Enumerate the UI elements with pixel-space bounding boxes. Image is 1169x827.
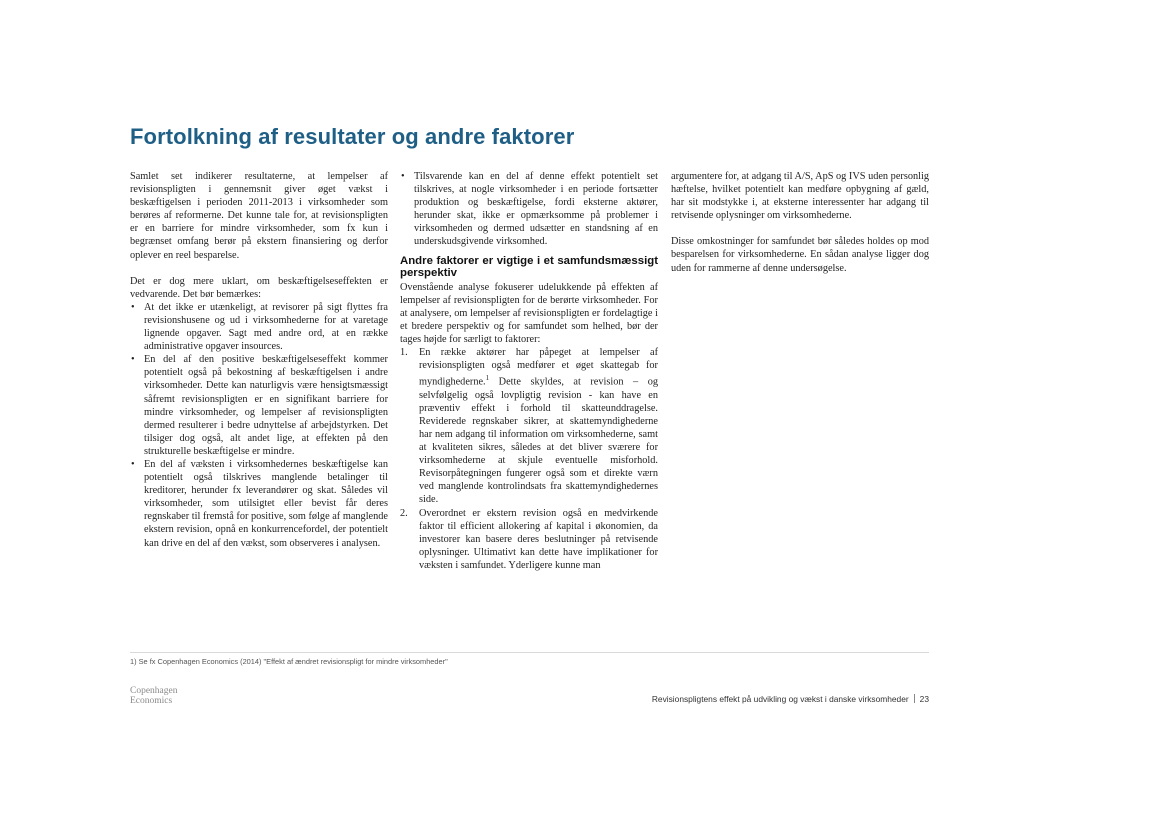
item-text: Overordnet er ekstern revision også en medvirkende faktor til efficient allokering af kapital i økonomien, da investorer kan basere deres beslutninger på retvisende oplysninger. Ultimativt kan dette have implikationer for væksten i samfundet. Yderligere kunne man (419, 507, 658, 571)
running-footer (652, 694, 929, 704)
factors-list (400, 346, 658, 572)
intro-paragraph: Samlet set indikerer resultaterne, at lempelser af revisionspligten i gennemsnit giver øget vækst i beskæftigelsen i perioden 2011-2013 i virksomheder som berøres af reformerne. Det kunne tale for, at revisionspligten er en barriere for mindre virksomheder, som fx kun i begrænset omfang berør på ekstern finansiering og derfor oplever en reel besparelse. (130, 171, 388, 261)
column-right (671, 170, 929, 275)
remarks-list (130, 301, 388, 550)
item-text: En række aktører har påpeget at lempelser af revisionspligten også medfører et øget skattegab for myndighederne. (419, 347, 658, 388)
section-heading: Andre faktorer er vigtige i et samfundsmæssigt perspektiv (400, 254, 658, 280)
running-title: Revisionspligtens effekt på udvikling og vækst i danske virksomheder (651, 694, 909, 704)
employment-paragraph: Det er dog mere uklart, om beskæftigelseseffekten er vedvarende. Det bør bemærkes: (130, 275, 388, 300)
column-left (130, 170, 388, 550)
continued-list (400, 170, 658, 249)
list-item: • En del af den positive beskæftigelseseffekt kommer potentielt også på bekostning af beskæftigelsen i andre virksomheder. Dette kan naturligvis være hensigtsmæssigt såfremt revisionspligten er en signifikant barriere for mindre virksomheder, og lempelser af revisionspligten dermed resulterer i bedre udnyttelse af arbejdstyrken. Det tilsiger dog også, alt andet lige, at effekten på den strukturelle beskæftigelse er mindre. (130, 353, 388, 458)
logo-line-1: Copenhagen (130, 686, 178, 696)
footnote: 1) Se fx Copenhagen Economics (2014) "Effekt af ændret revisionspligt for mindre virksomheder" (130, 657, 448, 666)
item-number: 2. (400, 507, 408, 519)
footnote-divider (130, 652, 929, 653)
page-title: Fortolkning af resultater og andre faktorer (130, 124, 575, 149)
conclusion-paragraph: Disse omkostninger for samfundet bør således holdes op mod besparelsen for virksomhederne. En sådan analyse ligger dog uden for rammerne af denne undersøgelse. (671, 236, 929, 274)
footer-separator (914, 694, 915, 703)
analysis-paragraph: Ovenstående analyse fokuserer udelukkende på effekten af lempelser af revisionspligten for de berørte virksomheder. For at analysere, om lempelser af revisionspligten er fordelagtige i et bredere perspektiv og for samfundet som helhed, bør der tages højde for særligt to faktorer: (400, 281, 658, 345)
list-item (400, 507, 658, 572)
footnote-ref: 1 (485, 374, 490, 383)
list-item: • Tilsvarende kan en del af denne effekt potentielt set tilskrives, at nogle virksomheder i en periode fortsætter produktion og beskæftigelse, fordi eksterne aktører, herunder skat, ikke er opmærksomme på problemer i virksomheden og dermed udsætter en standsning af en underskudsgivende virksomhed. (400, 170, 658, 249)
item-number: 1. (400, 347, 408, 359)
column-middle (400, 170, 658, 572)
logo-line-2: Economics (130, 695, 173, 706)
list-item: • At det ikke er utænkeligt, at revisorer på sigt flyttes fra revisionshusene og ud i virksomhederne for at varetage lignende opgaver. Sagt med andre ord, at en række administrative opgaver insources. (130, 301, 388, 353)
item-text-continued: Dette skyldes, at revision – og selvfølgelig også lovpligtig revision - kan have en præventiv effekt i forhold til skatteunddragelse. Reviderede regnskaber sikrer, at skattemyndighederne har nem adgang til information om virksomhederne, samt at kvaliteten sikres, således at det bliver sværere for virksomhederne at skjule eventuelle misforhold. Revisorpåtegningen fungerer også som et direkte værn ved manglende kontrolindsats fra skattemyndighedernes side. (419, 376, 658, 506)
page-number: 23 (919, 694, 929, 704)
company-logo (130, 687, 178, 706)
list-item (400, 346, 658, 507)
list-item: • En del af væksten i virksomhedernes beskæftigelse kan potentielt også tilskrives manglende betalinger til kreditorer, herunder fx leverandører og skat. Således vil virksomheder, som utilsigtet eller bevist får deres regnskaber til fremstå for positive, som følge af manglende ekstern revision, opnå en konkurrencefordel, der potentielt kan drive en del af den vækst, som observeres i analysen. (130, 458, 388, 550)
argument-paragraph: argumentere for, at adgang til A/S, ApS og IVS uden personlig hæftelse, hvilket potentielt kan medføre opbygning af gæld, har sit modstykke i, at eksterne interessenter har adgang til retvisende oplysninger om virksomhederne. (671, 171, 929, 222)
